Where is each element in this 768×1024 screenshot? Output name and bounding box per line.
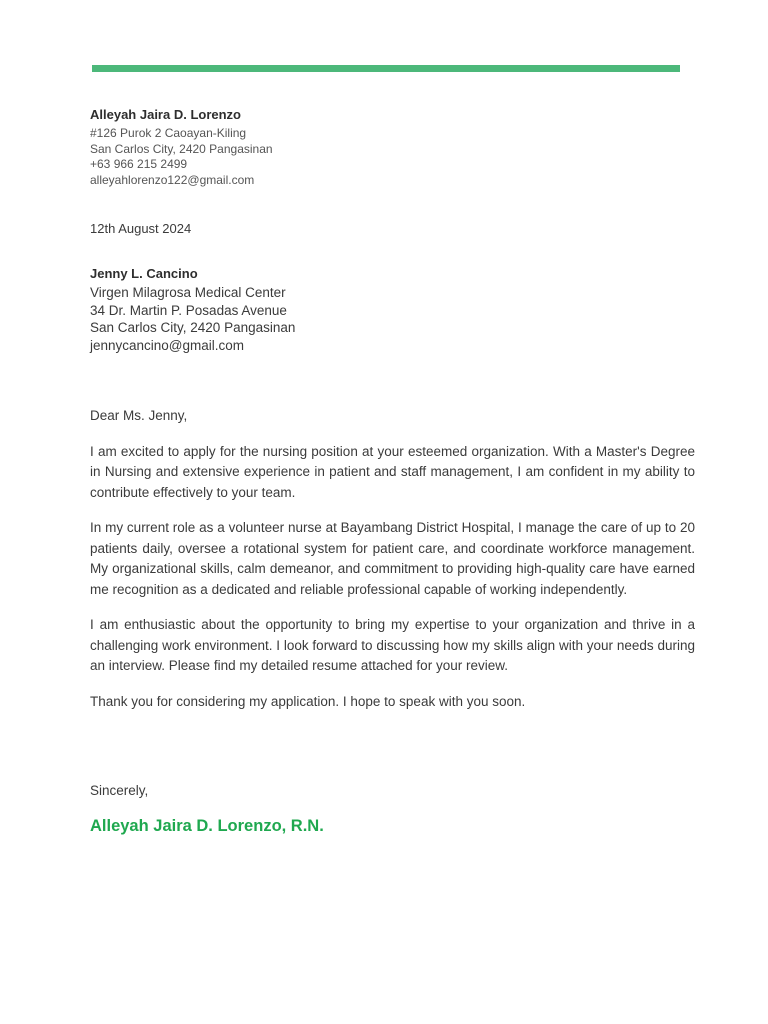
sender-name: Alleyah Jaira D. Lorenzo xyxy=(90,107,241,122)
recipient-organization: Virgen Milagrosa Medical Center xyxy=(90,285,286,300)
sender-address-line1: #126 Purok 2 Caoayan-Kiling xyxy=(90,126,247,140)
letter-date: 12th August 2024 xyxy=(90,221,192,236)
paragraph-intro: I am excited to apply for the nursing position at your esteemed organization. With a Master's Degree in Nursing and extensive experience in patient and staff management, I am confident in my ability to contribute effectively to your team. xyxy=(90,443,695,500)
paragraph-enthusiasm: I am enthusiastic about the opportunity to bring my expertise to your organization and thrive in a challenging work environment. I look forward to discussing how my skills align with your needs during an interview. Please find my detailed resume attached for your review. xyxy=(90,617,695,673)
recipient-name: Jenny L. Cancino xyxy=(90,266,198,281)
paragraph-thanks: Thank you for considering my application. I hope to speak with you soon. xyxy=(90,693,526,709)
recipient-email: jennycancino@gmail.com xyxy=(90,338,245,354)
sender-email: alleyahlorenzo122@gmail.com xyxy=(90,172,255,187)
closing: Sincerely, xyxy=(90,783,149,798)
sender-phone: +63 966 215 2499 xyxy=(90,157,188,171)
header-accent-bar xyxy=(92,65,680,72)
recipient-address-line2: San Carlos City, 2420 Pangasinan xyxy=(90,320,296,336)
letter-body xyxy=(90,406,695,727)
recipient-address-line1: 34 Dr. Martin P. Posadas Avenue xyxy=(90,302,287,318)
recipient-block xyxy=(90,265,490,355)
sender-block xyxy=(90,106,490,188)
signature-name: Alleyah Jaira D. Lorenzo, R.N. xyxy=(90,817,324,835)
sender-address-line2: San Carlos City, 2420 Pangasinan xyxy=(90,141,273,156)
paragraph-experience: In my current role as a volunteer nurse at Bayambang District Hospital, I manage the care of up to 20 patients daily, oversee a rotational system for patient care, and coordinate workforce management. My organizational skills, calm demeanor, and commitment to providing high-quality care have earned me recognition as a dedicated and reliable professional capable of working independently. xyxy=(90,520,695,597)
salutation: Dear Ms. Jenny, xyxy=(90,408,188,423)
